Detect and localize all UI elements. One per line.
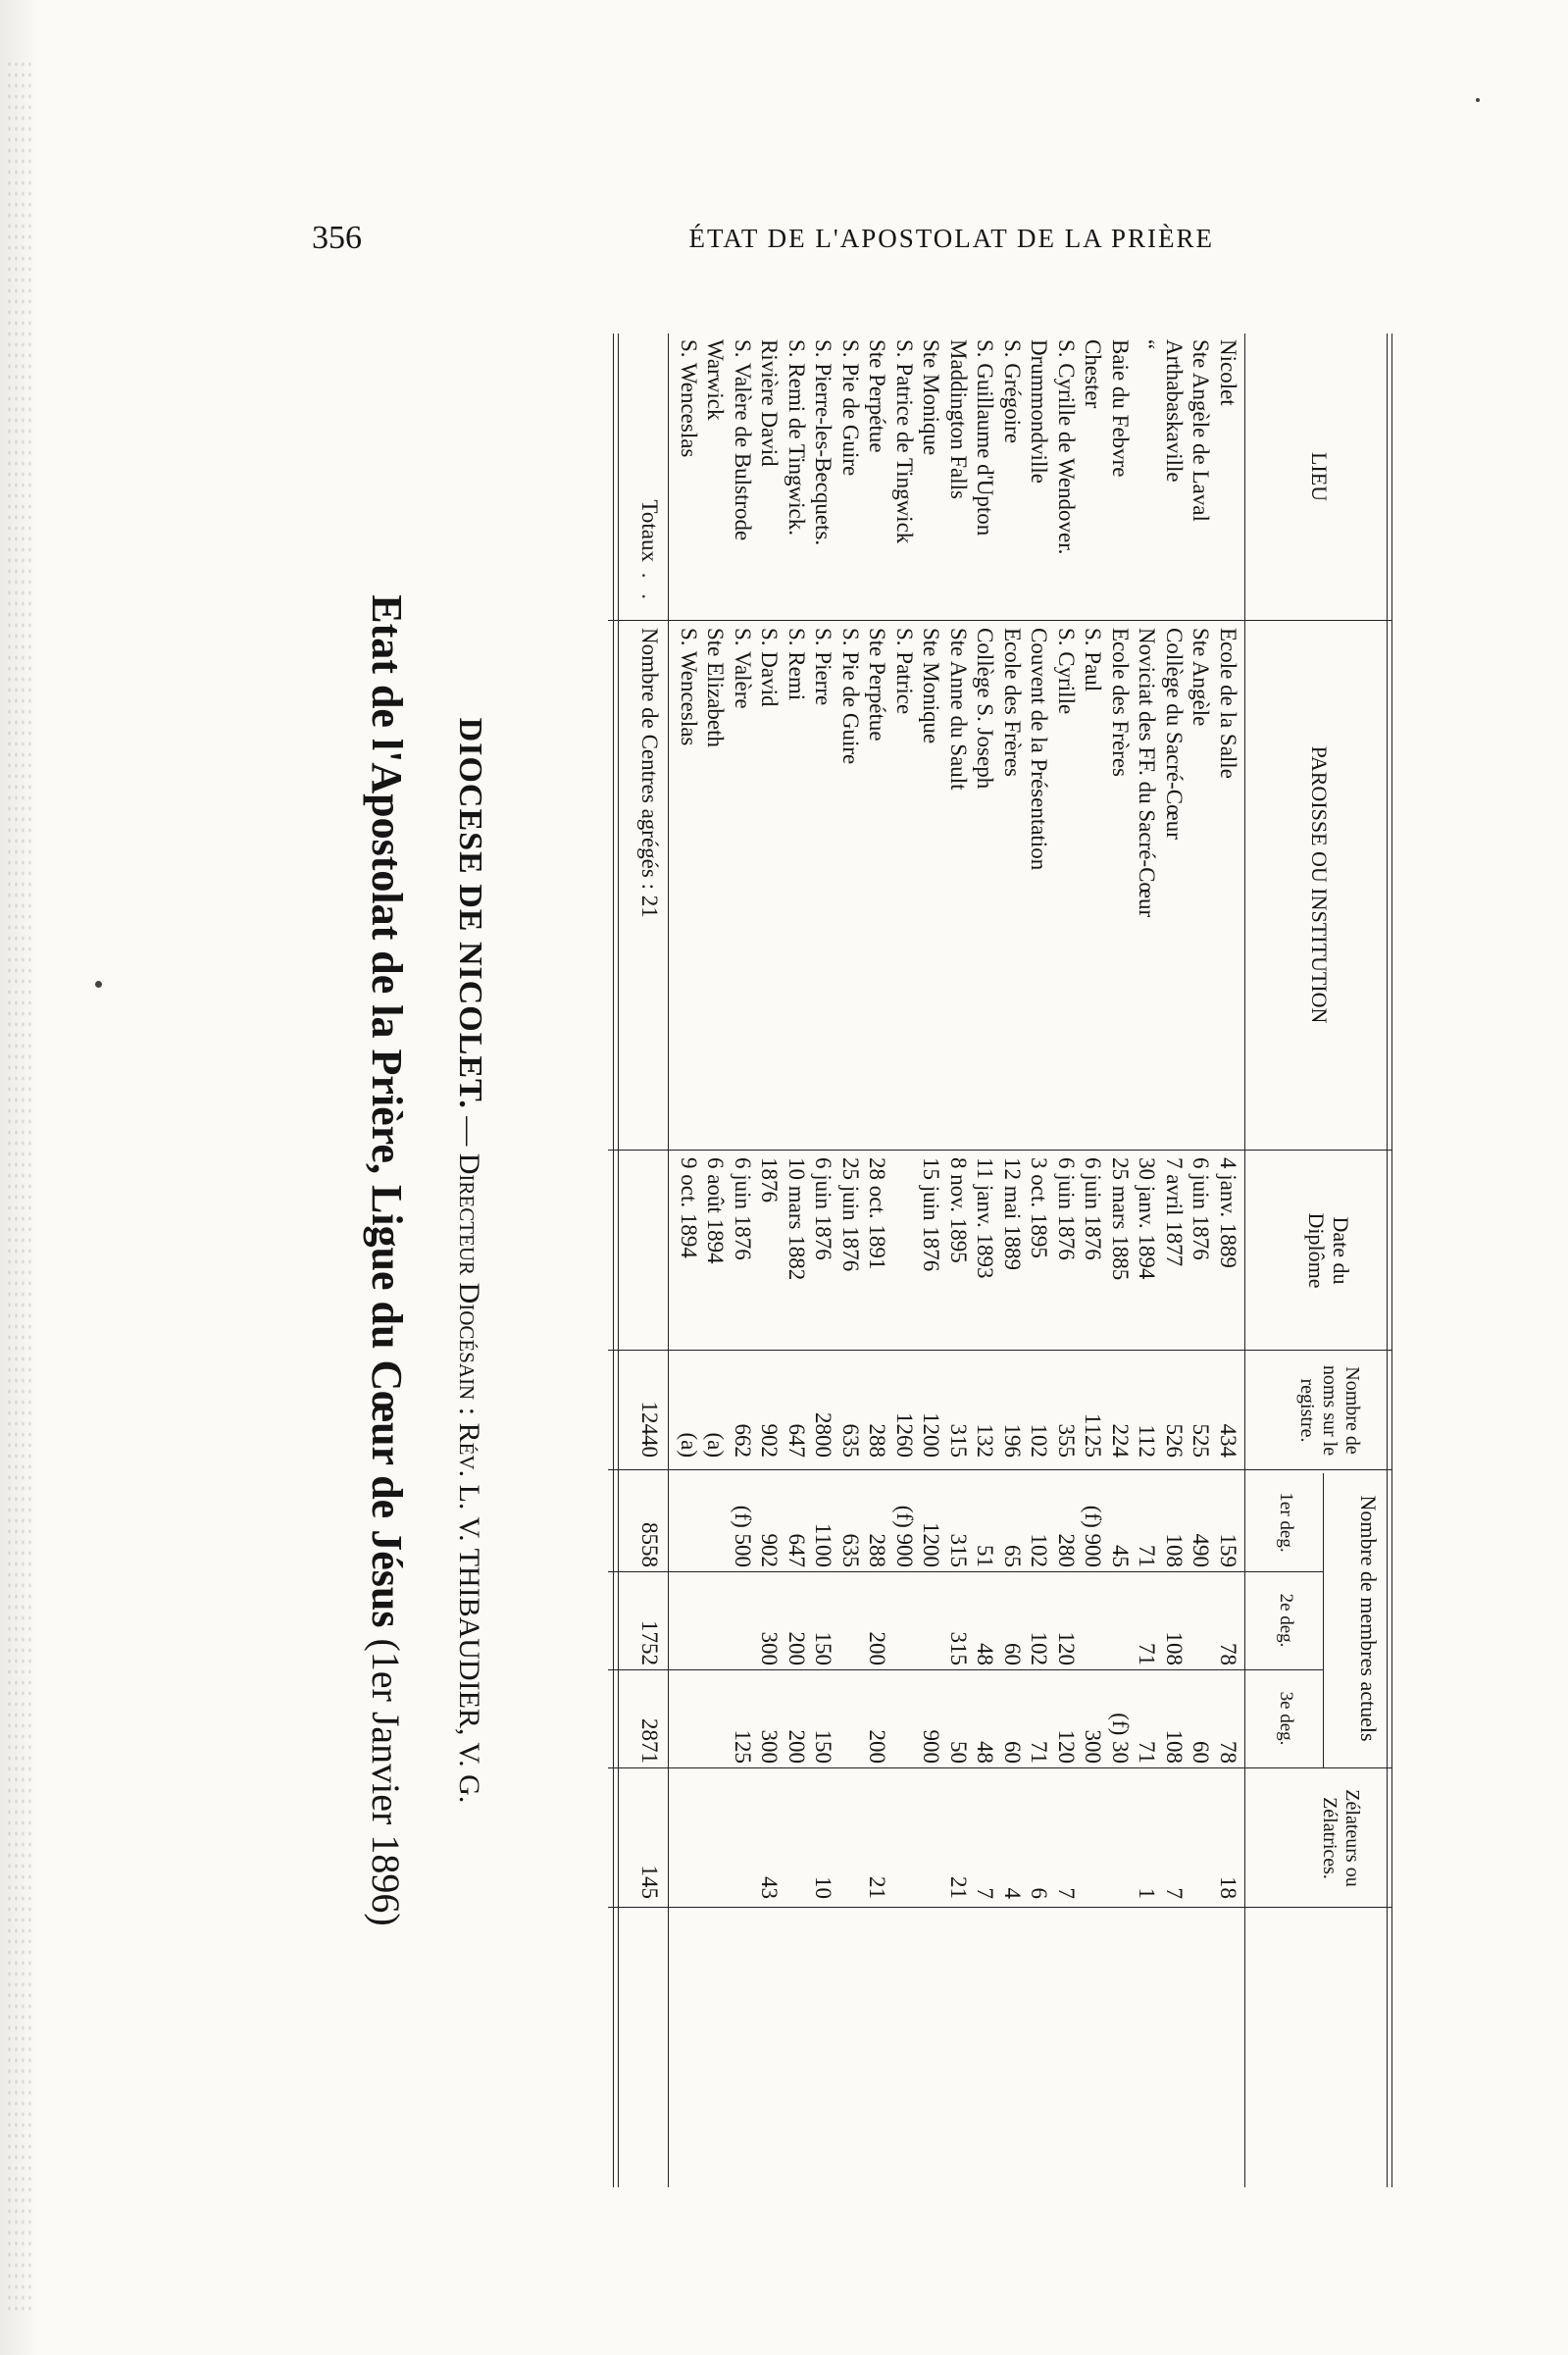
cell-deg1: 902 [757,1533,783,1567]
cell-zelateurs: 4 [1000,1887,1025,1899]
director-name: Rév. L. V. THIBAUDIER, V. G. [453,1422,485,1804]
cell-deg1: 65 [1000,1545,1025,1567]
cell-deg3: 120 [1054,1729,1079,1764]
cell-nombre: 2800 [811,1412,836,1458]
table-row [1135,333,1160,2187]
cell-lieu: Nicolet [1216,339,1240,406]
statistics-table [608,333,1392,2187]
cell-deg1: (f) 500 [731,1505,755,1567]
cell-deg2: 200 [865,1631,890,1665]
cell-deg1: 71 [1135,1545,1160,1567]
table-row [731,333,756,2187]
cell-date: 1876 [757,1157,783,1203]
cell-nombre: 288 [865,1423,890,1458]
cell-lieu: Ste Perpétue [865,339,890,453]
table-row [757,333,783,2187]
diocese-name: DIOCESE DE NICOLET. [452,717,488,1109]
cell-paroisse: S. Pie de Guire [838,628,863,765]
cell-deg2: 315 [946,1631,971,1665]
cell-deg3: 200 [865,1729,890,1764]
cell-deg3: 71 [1027,1741,1052,1764]
cell-deg1: 635 [838,1533,863,1567]
cell-deg2: 60 [1000,1643,1025,1665]
cell-paroisse: Ecole des Frères [1108,628,1133,777]
table-row [838,333,864,2187]
header-membres: Nombre de membres actuels [1356,1495,1381,1742]
cell-date: 15 juin 1876 [919,1157,944,1272]
table-rule-bottom [613,333,614,2187]
cell-deg1: 1100 [811,1522,836,1567]
diocese-line [451,333,488,2187]
table-row [1108,333,1134,2187]
cell-date: 10 mars 1882 [784,1157,809,1281]
cell-lieu: S. Patrice de Tingwick [892,339,917,544]
totals-separator [668,333,669,2187]
cell-paroisse: Ste Anne du Sault [946,628,971,791]
cell-deg1: 1200 [919,1522,944,1567]
cell-date: 12 mai 1889 [1000,1157,1025,1270]
cell-paroisse: S. Wenceslas [677,628,701,746]
header-zelateurs: Zélateurs ou Zélatrices. [1319,1789,1363,1887]
cell-nombre: 526 [1162,1423,1187,1458]
bleed-through-texture [6,59,31,2315]
cell-zelateurs: 7 [973,1887,998,1899]
totals-centres: Nombre de Centres agrégés : 21 [637,628,662,918]
table-row [784,333,810,2187]
cell-zelateurs: 7 [1054,1887,1079,1899]
cell-deg2: 78 [1216,1643,1240,1665]
cell-zelateurs: 6 [1027,1887,1052,1899]
director-label: — Directeur Diocésain : [453,1116,485,1416]
cell-nombre: 355 [1054,1423,1079,1458]
cell-deg1: (f) 900 [1081,1505,1106,1567]
table-row [1216,333,1241,2187]
cell-lieu: S. Pierre-les-Becquets. [811,339,836,546]
cell-nombre: 635 [838,1423,863,1458]
cell-deg2: 108 [1162,1631,1187,1665]
cell-lieu: S. Valère de Bulstrode [731,339,755,541]
table-row [811,333,836,2187]
totals-deg1: 8558 [637,1522,662,1567]
cell-lieu: Warwick [703,339,729,421]
cell-date: 7 avril 1877 [1162,1157,1187,1267]
cell-deg3: 48 [973,1741,998,1764]
totals-nombre: 12440 [637,1401,662,1458]
cell-date: 6 juin 1876 [731,1157,755,1260]
cell-deg1: 159 [1216,1533,1240,1567]
table-row [865,333,890,2187]
cell-paroisse: S. Paul [1081,628,1106,692]
cell-deg3: 60 [1000,1741,1025,1764]
cell-paroisse: S. Valère [731,628,755,709]
cell-nombre: 662 [731,1423,755,1458]
cell-zelateurs: 21 [865,1876,890,1899]
cell-paroisse: Ecole de la Salle [1216,628,1240,779]
table-row [892,333,918,2187]
header-paroisse: PAROISSE OU INSTITUTION [1307,745,1332,1024]
cell-deg2: 102 [1027,1631,1052,1665]
table-rule-bottom-inner [618,333,619,2187]
membres-subheader-rule [1323,1473,1324,1767]
running-title: ÉTAT DE L'APOSTOLAT DE LA PRIÈRE [688,224,1214,253]
cell-paroisse: S. Remi [784,628,809,701]
cell-nombre: (a) [677,1432,701,1458]
cell-deg1: (f) 900 [892,1505,917,1567]
cell-lieu: S. Cyrille de Wendover. [1054,339,1079,555]
cell-deg3: 50 [946,1741,971,1764]
cell-date: 8 nov. 1895 [946,1157,971,1263]
cell-date: 6 juin 1876 [1054,1157,1079,1260]
table-row [677,333,702,2187]
cell-date: 6 juin 1876 [1081,1157,1106,1260]
cell-date: 6 juin 1876 [811,1157,836,1260]
cell-paroisse: S. Pierre [811,628,836,706]
cell-lieu: Rivière David [757,339,783,467]
table-row [946,333,972,2187]
cell-paroisse: Noviciat des FF. du Sacré-Cœur [1135,628,1160,918]
cell-deg3: 108 [1162,1729,1187,1764]
cell-zelateurs: 43 [757,1876,783,1899]
header-nombre: Nombre de noms sur le registre. [1296,1364,1363,1457]
cell-deg3: 78 [1216,1741,1240,1764]
header-lieu: LIEU [1307,451,1332,502]
cell-deg1: 102 [1027,1533,1052,1567]
table-row [1162,333,1188,2187]
cell-zelateurs: 7 [1162,1887,1187,1899]
cell-nombre: 525 [1189,1423,1214,1458]
cell-zelateurs: 18 [1216,1876,1240,1899]
totals-deg3: 2871 [637,1718,662,1764]
page-number: 356 [312,220,362,256]
cell-deg2: 71 [1135,1643,1160,1665]
cell-deg3: 300 [757,1729,783,1764]
table-row [1054,333,1080,2187]
cell-date: 30 janv. 1894 [1135,1157,1160,1280]
cell-nombre: (a) [703,1432,729,1458]
rotated-table-block [314,333,1392,2187]
cell-paroisse: Ste Elizabeth [703,628,729,747]
main-title [362,333,412,2187]
cell-deg3: (f) 30 [1108,1713,1133,1764]
cell-nombre: 1260 [892,1412,917,1458]
cell-deg2: 120 [1054,1631,1079,1665]
cell-paroisse: Ste Perpétue [865,628,890,742]
cell-date: 4 janv. 1889 [1216,1157,1240,1268]
header-separator [1244,333,1245,2187]
table-row [1081,333,1106,2187]
cell-paroisse: Ste Angèle [1189,628,1214,727]
table-rule-top [1391,333,1392,2187]
cell-nombre: 647 [784,1423,809,1458]
cell-nombre: 132 [973,1423,998,1458]
cell-lieu: Chester [1081,339,1106,409]
cell-lieu: Arthabaskaville [1162,339,1187,483]
cell-date: 6 août 1894 [703,1157,729,1264]
cell-paroisse: S. David [757,628,783,707]
cell-nombre: 315 [946,1423,971,1458]
cell-date: 11 janv. 1893 [973,1157,998,1279]
cell-paroisse: Couvent de la Présentation [1027,628,1052,871]
cell-nombre: 1125 [1081,1412,1106,1458]
cell-deg3: 60 [1189,1741,1214,1764]
cell-zelateurs: 21 [946,1876,971,1899]
ink-speck [1476,98,1480,102]
cell-nombre: 112 [1135,1424,1160,1458]
cell-date: 6 juin 1876 [1189,1157,1214,1260]
cell-date: 25 juin 1876 [838,1157,863,1272]
cell-lieu: Ste Monique [919,339,944,456]
cell-nombre: 434 [1216,1423,1240,1458]
cell-deg1: 280 [1054,1533,1079,1567]
header-deg2: 2e deg. [1276,1593,1296,1648]
cell-deg2: 150 [811,1631,836,1665]
table-rule-top-inner [1387,333,1388,2187]
cell-lieu: Baie du Febvre [1108,339,1133,478]
cell-lieu: Ste Angèle de Laval [1189,339,1214,522]
table-row [1027,333,1052,2187]
header-deg3: 3e deg. [1276,1691,1296,1746]
cell-paroisse: Ste Monique [919,628,944,744]
cell-nombre: 102 [1027,1423,1052,1458]
cell-lieu: Drummondville [1027,339,1052,484]
cell-deg3: 300 [1081,1729,1106,1764]
cell-paroisse: S. Patrice [892,628,917,715]
cell-nombre: 902 [757,1423,783,1458]
cell-paroisse: Ecole des Frères [1000,628,1025,777]
totals-row [632,333,662,2187]
cell-nombre: 224 [1108,1423,1133,1458]
totals-deg2: 1752 [637,1620,662,1665]
cell-lieu: S. Grégoire [1000,339,1025,444]
cell-deg3: 71 [1135,1741,1160,1764]
cell-deg1: 647 [784,1533,809,1567]
main-title-date: (1er Janvier 1896) [364,1638,408,1926]
cell-deg3: 125 [731,1729,755,1764]
cell-deg2: 48 [973,1643,998,1665]
ink-speck [95,981,102,988]
cell-deg1: 108 [1162,1533,1187,1567]
cell-lieu: S. Pie de Guire [838,339,863,477]
cell-date: 9 oct. 1894 [677,1157,701,1258]
totals-label: Totaux . . [637,499,662,604]
cell-zelateurs: 10 [811,1876,836,1899]
cell-deg2: 300 [757,1631,783,1665]
totals-zelateurs: 145 [637,1865,662,1899]
cell-lieu: S. Guillaume d'Upton [973,339,998,537]
cell-lieu: S. Wenceslas [677,339,701,458]
cell-lieu: “ [1135,339,1160,350]
cell-lieu: Maddington Falls [946,339,971,499]
cell-paroisse: Collège du Sacré-Cœur [1162,628,1187,840]
running-head [312,220,1214,259]
cell-deg3: 200 [784,1729,809,1764]
cell-deg1: 315 [946,1533,971,1567]
cell-deg1: 51 [973,1545,998,1567]
cell-nombre: 1200 [919,1412,944,1458]
header-deg1: 1er deg. [1276,1492,1296,1553]
cell-paroisse: Collège S. Joseph [973,628,998,790]
cell-deg1: 288 [865,1533,890,1567]
cell-zelateurs: 1 [1135,1887,1160,1899]
cell-date: 28 oct. 1891 [865,1157,890,1270]
table-row [1189,333,1214,2187]
table-row [919,333,944,2187]
cell-nombre: 196 [1000,1423,1025,1458]
cell-deg2: 200 [784,1631,809,1665]
cell-deg3: 150 [811,1729,836,1764]
cell-date: 3 oct. 1895 [1027,1157,1052,1258]
main-title-text: Etat de l'Apostolat de la Prière, Ligue du Cœur de Jésus [363,594,411,1628]
cell-deg1: 45 [1108,1545,1133,1567]
cell-deg3: 900 [919,1729,944,1764]
cell-date: 25 mars 1885 [1108,1157,1133,1281]
cell-deg1: 490 [1189,1533,1214,1567]
table-row [703,333,729,2187]
table-row [973,333,998,2187]
cell-paroisse: S. Cyrille [1054,628,1079,715]
table-row [1000,333,1026,2187]
header-date: Date du Diplôme [1303,1212,1353,1289]
cell-lieu: S. Remi de Tingwick. [784,339,809,537]
